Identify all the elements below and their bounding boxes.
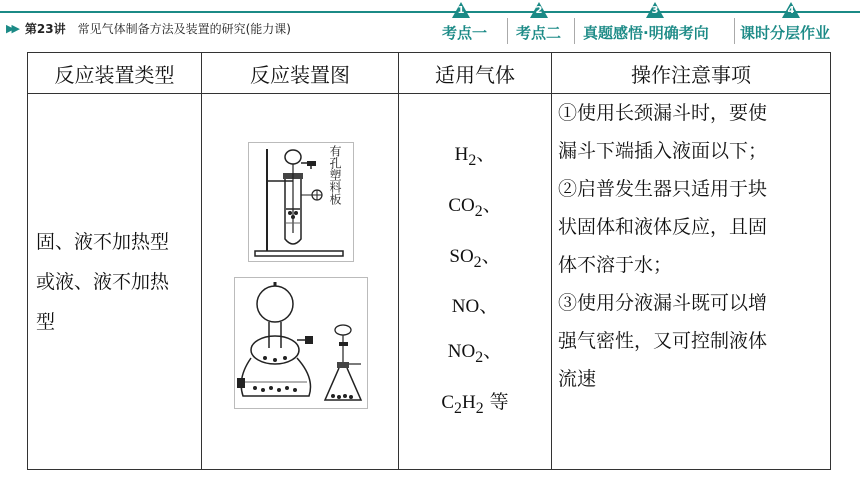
note-line: ①使用长颈漏斗时，要使 (558, 102, 768, 124)
nav-tab-label: 考点一 (442, 24, 488, 42)
note-line: ②启普发生器只适用于块 (558, 178, 768, 200)
lecture-name: 常见气体制备方法及装置的研究(能力课) (77, 22, 291, 36)
nav-divider (507, 18, 508, 44)
header-apparatus-figure: 反应装置图 (202, 53, 399, 94)
note-line: 状固体和液体反应，且固 (558, 216, 768, 238)
note-line: 流速 (558, 368, 597, 390)
header-apparatus-type: 反应装置类型 (28, 53, 202, 94)
porous-plate-apparatus-figure (248, 142, 354, 262)
nav-divider (574, 18, 575, 44)
type-line: 固、液不加热型 (36, 230, 170, 253)
gas-item: $NO_2$、 (447, 340, 503, 367)
apparatus-figure-cell (202, 94, 399, 470)
header-bar (0, 0, 860, 46)
header-notes: 操作注意事项 (552, 53, 831, 94)
porous-plate-label: 有孔塑料板 (328, 145, 342, 205)
applicable-gases-cell (399, 94, 552, 470)
note-line: 强气密性，又可控制液体 (558, 330, 768, 352)
play-arrows-icon: ▶▶ (6, 22, 17, 35)
table-header-row (28, 53, 831, 94)
gas-apparatus-table (27, 52, 831, 470)
nav-tab-label: 考点二 (516, 24, 562, 42)
notes-cell (552, 94, 831, 470)
gas-item: NO、 (451, 295, 499, 318)
nav-tab-label: 真题感悟·明确考向 (583, 24, 709, 42)
gas-item: $H_2$、 (454, 143, 496, 169)
nav-tab-label: 课时分层作业 (740, 24, 831, 42)
note-line: 体不溶于水； (558, 254, 673, 276)
header-applicable-gases: 适用气体 (399, 53, 552, 94)
triangle-badge-icon: 1 (452, 2, 470, 18)
kipp-generator-and-separatory-funnel-figure (234, 277, 368, 409)
note-line: ③使用分液漏斗既可以增 (558, 292, 768, 314)
gas-item: $SO_2$、 (449, 244, 501, 271)
nav-divider (734, 18, 735, 44)
type-line: 型 (36, 310, 56, 333)
lecture-title (6, 20, 291, 37)
table-row (28, 94, 831, 470)
triangle-badge-icon: 2 (530, 2, 548, 18)
triangle-badge-icon: 4 (782, 2, 800, 18)
type-line: 或液、液不加热 (36, 270, 170, 293)
gas-item: $C_2H_2$ 等 (441, 391, 509, 417)
note-line: 漏斗下端插入液面以下； (558, 140, 768, 162)
lecture-number: 第23讲 (24, 22, 66, 36)
apparatus-type-cell (28, 94, 202, 470)
triangle-badge-icon: 3 (646, 2, 664, 18)
gas-item: $CO_2$、 (448, 193, 502, 220)
header-rule (0, 11, 860, 13)
